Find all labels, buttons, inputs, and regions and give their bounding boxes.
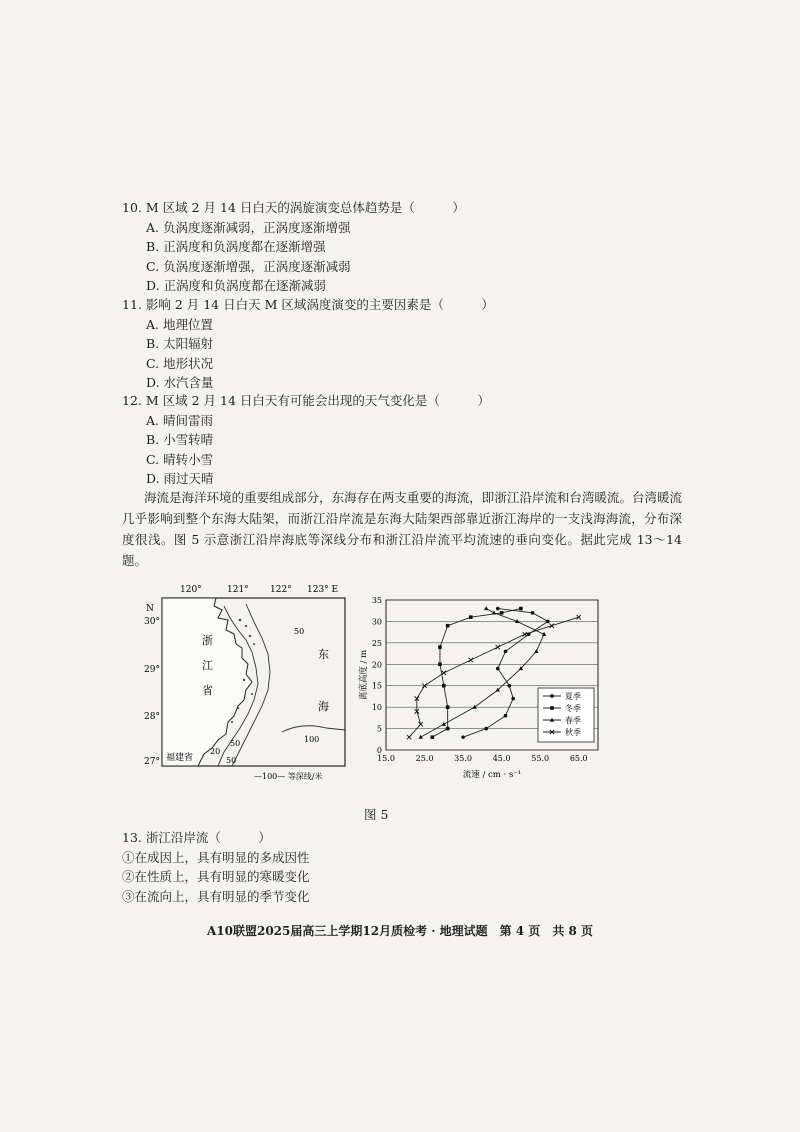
data-point [550, 706, 554, 710]
x-tick-label: 15.0 [377, 754, 395, 763]
data-point [531, 611, 535, 615]
data-point [407, 735, 411, 739]
data-point [496, 645, 500, 649]
data-point [438, 662, 442, 666]
x-tick-label: 45.0 [492, 754, 511, 763]
lat-label: 28° [144, 712, 160, 722]
sea-char: 海 [318, 700, 329, 713]
question-stem: 10. M 区域 2 月 14 日白天的涡旋演变总体趋势是（ ） [122, 200, 465, 215]
page-footer: A10联盟2025届高三上学期12月质检考 · 地理试题 第 4 页 共 8 页 [206, 924, 594, 938]
legend-label: 夏季 [565, 692, 581, 701]
sea-char: 东 [318, 648, 329, 661]
series-line [463, 609, 548, 738]
data-point [442, 684, 446, 688]
province-char: 浙 [202, 634, 213, 647]
contour-label: 50 [294, 627, 305, 636]
contour-label: 100 [304, 735, 320, 744]
option-a: A. 晴间雷雨 [146, 412, 213, 428]
lon-label: 120° [180, 585, 202, 595]
lat-label: 29° [144, 665, 160, 675]
option-d: D. 水汽含量 [146, 375, 214, 390]
x-tick-labels [377, 754, 588, 763]
series-triangle [418, 606, 546, 739]
contour-label: 20 [210, 747, 221, 756]
province-char: 省 [202, 684, 213, 697]
data-point [472, 705, 476, 709]
data-point [442, 671, 446, 675]
data-point [484, 727, 488, 731]
question-13 [122, 828, 310, 906]
reading-passage: 海流是海洋环境的重要组成部分，东海存在两支重要的海流，即浙江沿岸流和台湾暖流。台湾暖流几乎影响到整个东海大陆架，而浙江沿岸流是东海大陆架西部靠近浙江海岸的一支浅海海流，分布深度很浅。图 5 示意浙江沿岸海底等深线分布和浙江沿岸流平均流速的垂向变化。据此完成 13～14 题。 [122, 490, 682, 568]
data-point [469, 658, 473, 662]
data-point [469, 615, 473, 619]
question-11 [122, 295, 494, 393]
data-point [508, 684, 512, 688]
statement-2: ②在性质上，具有明显的寒暖变化 [122, 869, 310, 884]
lat-label: 27° [144, 757, 160, 767]
option-a: A. 地理位置 [146, 316, 213, 332]
current-speed-chart [358, 592, 610, 782]
option-c: C. 晴转小雪 [146, 451, 214, 467]
data-point [446, 727, 450, 731]
province-char: 江 [202, 659, 213, 672]
x-tick-label: 55.0 [531, 754, 550, 763]
series-line [432, 609, 521, 738]
statement-1: ①在成因上，具有明显的多成因性 [122, 849, 310, 865]
x-tick-label: 65.0 [569, 754, 588, 763]
data-point [438, 645, 442, 649]
north-label: N [146, 604, 154, 614]
y-tick-label: 15 [371, 681, 382, 691]
option-a: A. 负涡度逐渐减弱，正涡度逐渐增强 [146, 219, 351, 235]
legend-label: 春季 [565, 716, 581, 725]
question-10 [122, 198, 465, 296]
lon-label: 122° [270, 585, 292, 595]
y-tick-label: 10 [371, 703, 382, 713]
option-c: C. 地形状况 [146, 355, 214, 371]
zhejiang-coast-map [142, 582, 352, 782]
y-tick-label: 30 [371, 617, 382, 627]
option-d: D. 正涡度和负涡度都在逐渐减弱 [146, 278, 327, 293]
lon-label: 121° [227, 585, 249, 595]
data-point [534, 649, 538, 653]
question-stem: 13. 浙江沿岸流（ ） [122, 830, 271, 845]
data-point [577, 615, 581, 619]
data-point [546, 620, 550, 624]
y-tick-label: 0 [376, 746, 382, 755]
y-tick-label: 5 [376, 724, 382, 734]
x-tick-label: 25.0 [415, 754, 434, 763]
data-point [500, 611, 504, 615]
map-legend: —100— 等深线/米 [254, 772, 323, 781]
y-tick-labels [372, 596, 382, 755]
y-tick-label: 25 [371, 638, 382, 648]
data-point [446, 624, 450, 628]
data-point [523, 632, 527, 636]
x-tick-label: 35.0 [454, 754, 472, 763]
data-point [496, 667, 500, 671]
data-point [446, 705, 450, 709]
legend-label: 冬季 [565, 704, 581, 713]
option-d: D. 雨过天晴 [146, 471, 214, 486]
statement-3: ③在流向上，具有明显的季节变化 [122, 888, 310, 904]
data-point [504, 650, 508, 654]
data-point [504, 714, 508, 718]
data-point [550, 624, 554, 628]
contour-label: 50 [226, 756, 237, 765]
data-point [519, 607, 523, 611]
option-c: C. 负涡度逐渐增强，正涡度逐渐减弱 [146, 258, 351, 274]
data-point [430, 735, 434, 739]
data-point [550, 694, 554, 698]
lon-label: 123° E [307, 585, 339, 595]
lat-label: 30° [144, 617, 160, 627]
option-b: B. 小雪转晴 [146, 432, 214, 447]
legend-label: 秋季 [565, 728, 581, 737]
contour-100 [282, 726, 345, 732]
question-stem: 11. 影响 2 月 14 日白天 M 区域涡度演变的主要因素是（ ） [122, 297, 494, 312]
series-line [421, 609, 544, 738]
question-12 [122, 391, 490, 489]
y-axis-label: 离底高度 / m [359, 649, 369, 701]
option-b: B. 太阳辐射 [146, 336, 214, 351]
data-point [461, 735, 465, 739]
option-b: B. 正涡度和负涡度都在逐渐增强 [146, 239, 326, 254]
x-axis-label: 流速 / cm · s⁻¹ [462, 770, 522, 780]
y-tick-label: 20 [371, 660, 382, 670]
data-point [484, 606, 488, 610]
data-point [496, 607, 500, 611]
figure-caption: 图 5 [364, 807, 389, 822]
series-dot [461, 607, 549, 739]
question-stem: 12. M 区域 2 月 14 日白天有可能会出现的天气变化是（ ） [122, 393, 490, 408]
fujian-label: 福建省 [166, 753, 194, 763]
y-tick-label: 35 [371, 596, 382, 605]
contour-label: 50 [230, 739, 241, 748]
data-point [511, 697, 515, 701]
